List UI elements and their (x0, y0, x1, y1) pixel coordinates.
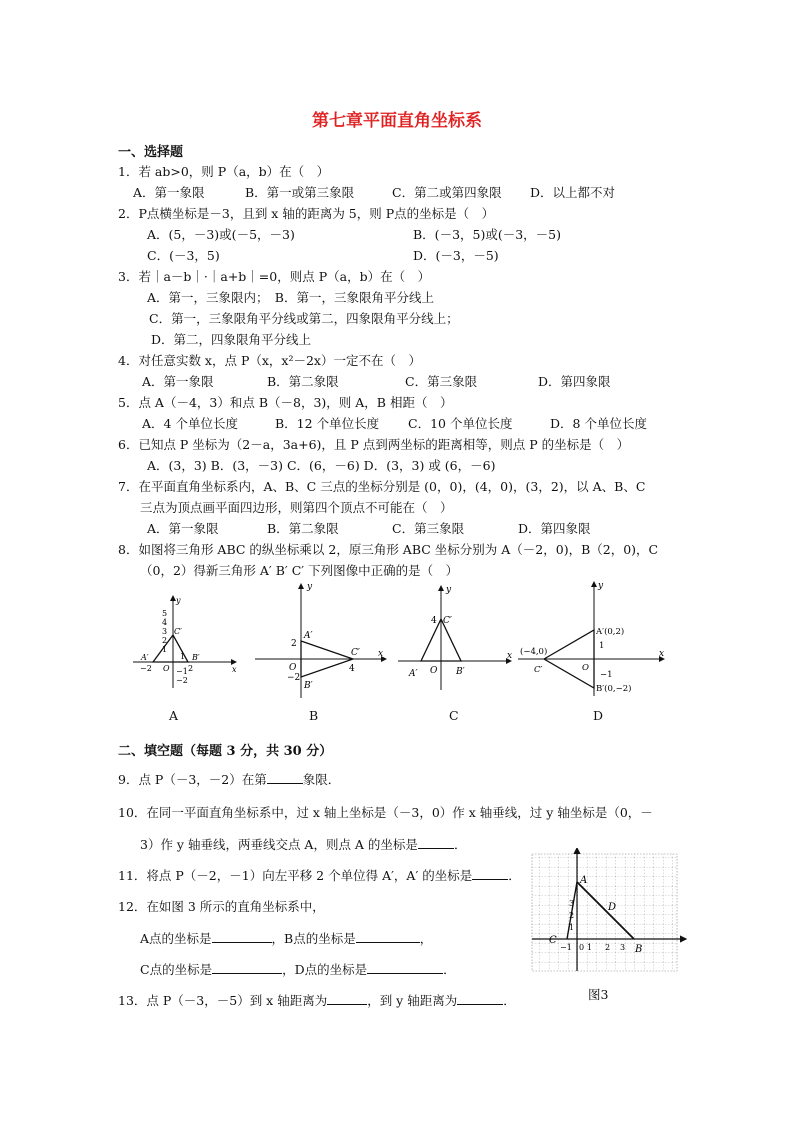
fig-d-tick-1: 1 (599, 641, 605, 651)
fig-b-b-prime: B′ (304, 681, 313, 691)
fig3-tick-y3: 3 (569, 899, 575, 908)
fig3-label-c: C (549, 935, 557, 946)
q4-opt-c: C．第三象限 (405, 374, 478, 389)
q10-line-1: 10．在同一平面直角坐标系中，过 x 轴上坐标是（－3，0）作 x 轴垂线，过 y 轴坐标是（0，－ (118, 805, 653, 820)
q12-a-label: A点的坐标是 (140, 931, 212, 946)
fig-a-tick-1: 1 (162, 645, 168, 654)
q11-text-b: ． (508, 868, 521, 883)
q12-row-1 (140, 929, 432, 947)
fig-a-tick-xm2: −2 (140, 664, 152, 673)
q12-a-blank[interactable] (212, 931, 272, 943)
fig-d-b-prime: B′(0,−2) (596, 684, 632, 694)
fig-a-tick-x1: 1 (180, 652, 186, 661)
q10-text-a: 3）作 y 轴垂线，两垂线交点 A，则点 A 的坐标是 (140, 837, 418, 852)
q1-stem: 1．若 ab>0，则 P（a，b）在（ ） (118, 164, 330, 179)
q2-opt-a: A．(5，－3)或(－5，－3) (147, 227, 295, 242)
fig-c-y-label: y (446, 585, 452, 595)
page-title: 第七章平面直角坐标系 (312, 111, 482, 131)
q6-options: A．(3，3) B．(3，－3) C．(6，－6) D．(3，3) 或 (6，－6) (147, 458, 496, 473)
q13 (118, 991, 516, 1009)
fig3-tick-x2: 2 (605, 943, 611, 952)
q13-text-a: 13．点 P（－3，－5）到 x 轴距离为 (118, 993, 328, 1008)
q12-d-label: ，D点的坐标是 (282, 962, 368, 977)
q12-b-blank[interactable] (356, 931, 420, 943)
q3-stem: 3．若｜a－b｜·｜a+b｜=0，则点 P（a，b）在（ ） (118, 269, 431, 284)
fig-a-tick-m1: −1 (176, 667, 188, 676)
fig-a-x-label: x (232, 665, 237, 674)
q12-c-blank[interactable] (212, 962, 282, 974)
figure-a (128, 590, 243, 693)
q13-text-c: ． (503, 993, 516, 1008)
q5-opt-c: C．10 个单位长度 (408, 416, 513, 431)
q2-stem: 2．P点横坐标是－3，且到 x 轴的距离为 5，则 P点的坐标是（ ） (118, 206, 495, 221)
fig-b-x-label: x (378, 649, 384, 659)
fig-d-a-prime: A′(0,2) (596, 627, 625, 637)
q9-text-a: 9．点 P（－3，－2）在第 (118, 772, 267, 787)
fig-a-c-prime: C′ (174, 627, 182, 636)
fig3-tick-y2: 2 (569, 911, 575, 920)
q5-opt-a: A．4 个单位长度 (142, 416, 238, 431)
fig-b-tick-m2: −2 (287, 673, 301, 683)
q7-opt-b: B．第二象限 (267, 521, 339, 536)
q12-comma: ， (419, 931, 433, 946)
fig-a-a-prime: A′ (141, 653, 149, 662)
q11 (118, 866, 521, 884)
fig-d-x-label: x (659, 649, 665, 659)
q1-opt-c: C．第二或第四象限 (392, 185, 502, 200)
q10-text-b: ． (453, 837, 467, 852)
fig-d-c-prime: C′ (534, 665, 543, 675)
q1-opt-d: D．以上都不对 (530, 185, 616, 200)
q4-stem: 4．对任意实数 x，点 P（x，x²－2x）一定不在（ ） (118, 353, 421, 368)
q1-opt-a: A．第一象限 (133, 185, 205, 200)
q12-period: ． (443, 962, 456, 977)
q10-line-2 (140, 835, 466, 853)
fig-b-tick-2: 2 (291, 639, 297, 649)
fig-d-y-label: y (598, 581, 604, 591)
figure-c (396, 582, 516, 695)
fig-a-tick-x2: 2 (188, 664, 194, 673)
q5-opt-b: B．12 个单位长度 (275, 416, 380, 431)
q13-text-b: ，到 y 轴距离为 (367, 993, 458, 1008)
fig-a-tick-m2: −2 (176, 676, 188, 685)
fig-b-c-prime: C′ (351, 648, 360, 658)
section-fill-heading: 二、填空题（每题 3 分，共 30 分） (118, 744, 333, 759)
figure-d-caption: D (593, 708, 604, 723)
fig-a-tick-5: 5 (162, 609, 168, 618)
q5-stem: 5．点 A（－4，3）和点 B（－8，3)，则 A，B 相距（ ） (118, 395, 453, 410)
figure-b-caption: B (309, 708, 319, 723)
q11-text-a: 11．将点 P（－2，－1）向左平移 2 个单位得 A′，A′ 的坐标是 (118, 868, 473, 883)
fig3-tick-y1: 1 (569, 923, 575, 932)
fig-a-y-label: y (176, 596, 181, 605)
figure-3-caption: 图3 (588, 987, 609, 1002)
q8-stem-1: 8．如图将三角形 ABC 的纵坐标乘以 2，原三角形 ABC 坐标分别为 A（－2，0)，B（2，0)，C (118, 542, 659, 557)
q6-stem: 6．已知点 P 坐标为（2－a，3a+6)，且 P 点到两坐标的距离相等，则点 P 的坐标是（ ） (118, 437, 630, 452)
q7-opt-d: D．第四象限 (518, 521, 591, 536)
fig-b-y-label: y (307, 582, 313, 592)
fig-c-b-prime: B′ (456, 667, 465, 677)
section-choice-heading: 一、选择题 (118, 145, 184, 160)
q11-blank[interactable] (472, 868, 508, 880)
q8-stem-2: （0，2）得新三角形 A′ B′ C′ 下列图像中正确的是（ ） (140, 563, 459, 578)
q2-opt-c: C．(－3，5) (147, 248, 220, 263)
q9-blank[interactable] (267, 772, 303, 784)
q4-opt-d: D．第四象限 (538, 374, 611, 389)
q3-line-3: D．第二，四象限角平分线上 (151, 332, 312, 347)
q1-opt-b: B．第一或第三象限 (245, 185, 355, 200)
q10-blank[interactable] (418, 837, 454, 849)
fig-b-tick-4: 4 (349, 664, 355, 674)
figure-b (253, 580, 393, 703)
q12-d-blank[interactable] (367, 962, 443, 974)
q7-stem-1: 7．在平面直角坐标系内，A、B、C 三点的坐标分别是 (0，0)，(4，0)，(3，2)，以 A、B、C (118, 479, 646, 494)
fig-b-origin: O (289, 663, 297, 673)
q3-line-1: A．第一，三象限内； B．第一，三象限角平分线上 (147, 290, 434, 305)
q12-row-2 (140, 960, 456, 978)
fig-c-x-label: x (507, 651, 513, 661)
fig3-tick-x3: 3 (620, 943, 626, 952)
fig-a-b-prime: B′ (192, 653, 200, 662)
q13-blank-2[interactable] (457, 993, 503, 1005)
fig3-tick-x1: 1 (587, 943, 593, 952)
q3-line-2: C．第一，三象限角平分线或第二，四象限角平分线上； (149, 311, 459, 326)
fig-c-a-prime: A′ (409, 669, 418, 679)
figure-d (516, 578, 666, 701)
fig3-tick-xm1: −1 (560, 943, 572, 952)
q7-stem-2: 三点为顶点画平面四边形，则第四个顶点不可能在（ ） (140, 500, 453, 515)
q4-opt-b: B．第二象限 (267, 374, 339, 389)
fig-c-tick-4: 4 (431, 616, 437, 626)
q7-opt-a: A．第一象限 (147, 521, 219, 536)
fig-d-c-coord: (−4,0) (520, 647, 548, 657)
q13-blank-1[interactable] (327, 993, 367, 1005)
fig3-tick-x0: 0 (579, 943, 585, 952)
figure-c-caption: C (449, 708, 459, 723)
fig3-label-d: D (608, 902, 617, 913)
fig-a-origin: O (163, 664, 170, 673)
q7-opt-c: C．第三象限 (392, 521, 465, 536)
q5-opt-d: D．8 个单位长度 (550, 416, 647, 431)
q9 (118, 770, 340, 788)
fig-a-tick-2: 2 (162, 636, 168, 645)
fig-c-c-prime: C′ (443, 616, 452, 626)
fig3-label-b: B (635, 944, 643, 955)
fig-b-a-prime: A′ (304, 631, 313, 641)
fig-d-tick-m1: −1 (600, 670, 613, 680)
fig-a-tick-4: 4 (162, 618, 168, 627)
fig-c-origin: O (430, 666, 438, 676)
fig-a-tick-3: 3 (162, 627, 168, 636)
figure-3 (530, 848, 690, 979)
q9-text-b: 象限． (302, 772, 341, 787)
q2-opt-b: B．(－3，5)或(－3，－5) (413, 227, 562, 242)
q12-stem: 12．在如图 3 所示的直角坐标系中， (118, 899, 325, 914)
q2-opt-d: D．(－3，－5) (413, 248, 499, 263)
fig-d-origin: O (582, 663, 589, 673)
q4-opt-a: A．第一象限 (142, 374, 214, 389)
fig3-label-a: A (580, 875, 588, 886)
figure-a-caption: A (169, 708, 179, 723)
q12-b-label: ，B点的坐标是 (271, 931, 356, 946)
q12-c-label: C点的坐标是 (140, 962, 213, 977)
